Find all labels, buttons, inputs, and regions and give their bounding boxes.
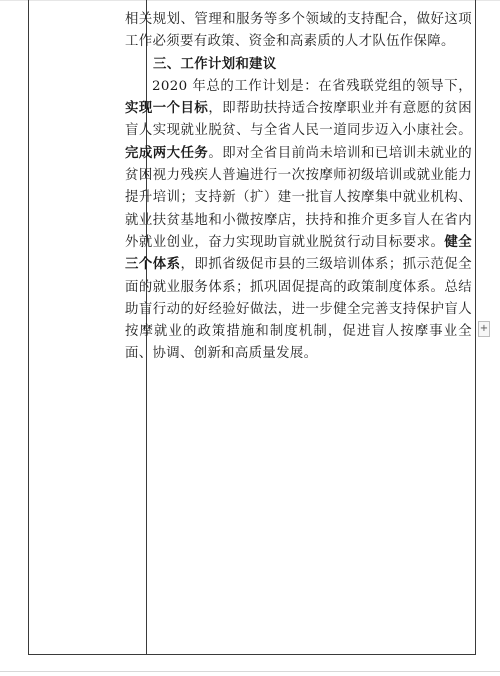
- tasks-text: 。即对全省目前尚未培训和已培训未就业的贫困视力残疾人普遍进行一次按摩师初级培训或就业能力提升培训；支持新（扩）建一批盲人按摩集中就业机构、就业扶贫基地和小微按摩店，扶持和推介更多盲人在省内外就业创业，奋力实现助盲就业脱贫行动目标要求。: [125, 145, 472, 250]
- section-heading: 三、工作计划和建议: [153, 56, 277, 72]
- expand-plus-icon[interactable]: +: [478, 321, 490, 337]
- table-cell-content: [125, 9, 472, 366]
- systems-label: 健全三个体系: [125, 234, 472, 273]
- goal-label: 实现一个目标: [125, 101, 209, 117]
- page-bottom-edge: [0, 671, 500, 672]
- plan-intro-text: 2020 年总的工作计划是：在省残联党组的领导下，: [152, 78, 472, 94]
- systems-text: ，即抓省级促市县的三级培训体系；抓示范促全面的就业服务体系；抓巩固促提高的政策制度体系。总结助盲行动的好经验好做法，进一步健全完善支持保护盲人按摩就业的政策措施和制度机制，促进盲人按摩事业全面、协调、创新和高质量发展。: [125, 257, 472, 362]
- tasks-label: 完成两大任务: [125, 145, 209, 161]
- goal-text: ，即帮助扶持适合按摩职业并有意愿的贫困盲人实现就业脱贫、与全省人民一道同步迈入小康社会。: [125, 101, 472, 139]
- plan-paragraph: [125, 76, 472, 366]
- intro-paragraph: 相关规划、管理和服务等多个领域的支持配合，做好这项工作必须要有政策、资金和高素质的人才队伍作保障。: [125, 12, 472, 50]
